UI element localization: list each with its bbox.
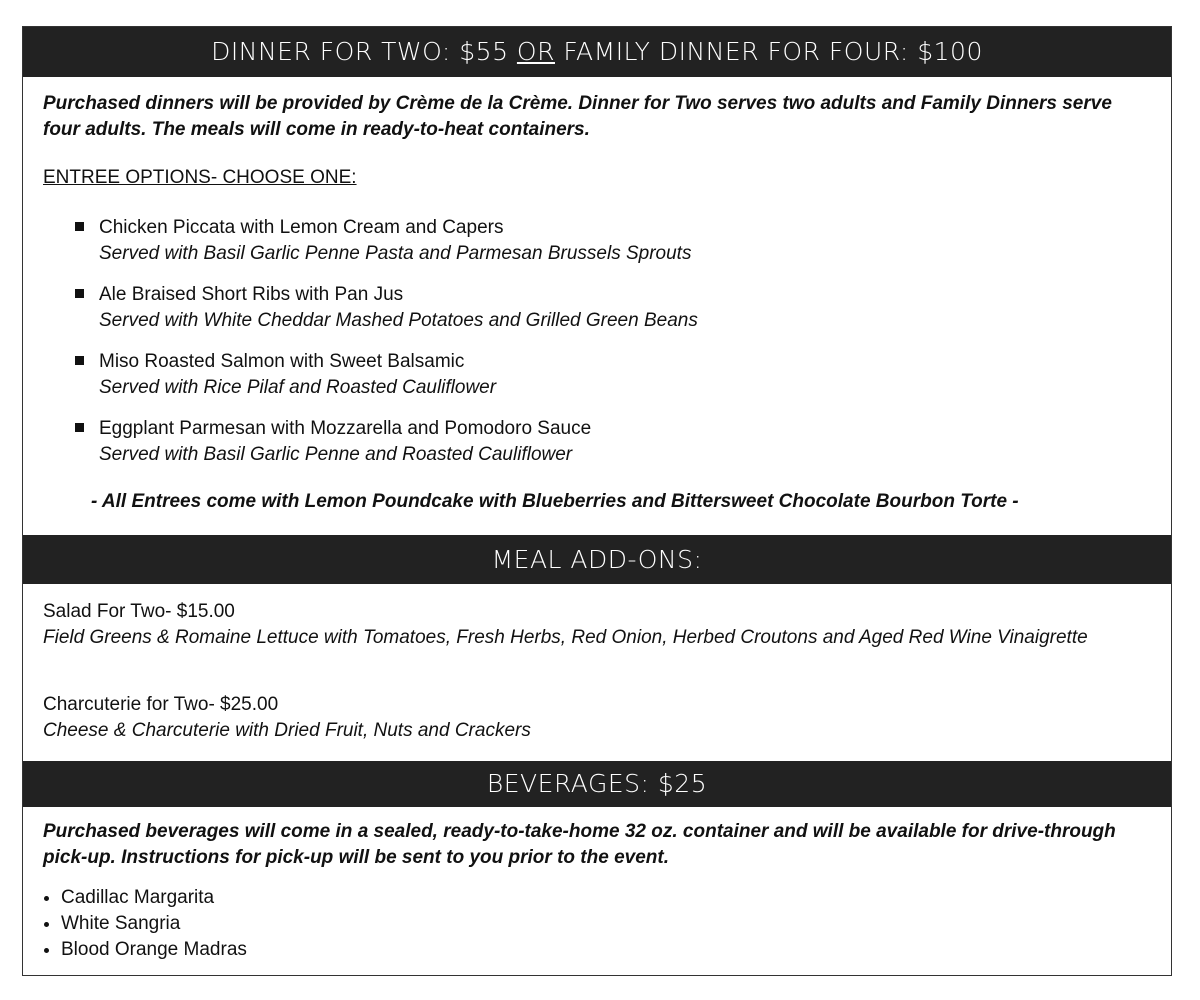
header-part1: DINNER FOR TWO: $55 [211, 37, 517, 66]
addons-header-bar [23, 535, 1171, 584]
entree-side: Served with Basil Garlic Penne Pasta and Parmesan Brussels Sprouts [99, 243, 692, 264]
addon-item-salad [43, 599, 1143, 651]
square-bullet-icon [75, 423, 84, 432]
square-bullet-icon [75, 289, 84, 298]
list-item [43, 911, 247, 937]
dinner-intro: Purchased dinners will be provided by Crème de la Crème. Dinner for Two serves two adults and Family Dinners serve four adults. The meals will come in ready-to-heat containers. [43, 93, 1112, 140]
beverages-intro: Purchased beverages will come in a sealed, ready-to-take-home 32 oz. container and will be available for drive-through pick-up. Instructions for pick-up will be sent to you prior to the event. [43, 821, 1116, 868]
header-or: OR [516, 37, 555, 66]
entree-name: Eggplant Parmesan with Mozzarella and Pomodoro Sauce [99, 418, 592, 439]
beverage-name: Blood Orange Madras [61, 939, 247, 960]
addon-name: Charcuterie for Two- $25.00 [43, 694, 279, 715]
entree-heading: ENTREE OPTIONS- CHOOSE ONE: [43, 167, 357, 188]
addon-desc: Field Greens & Romaine Lettuce with Tomatoes, Fresh Herbs, Red Onion, Herbed Croutons and Aged Red Wine Vinaigrette [43, 627, 1088, 648]
addon-desc: Cheese & Charcuterie with Dried Fruit, Nuts and Crackers [43, 720, 531, 741]
header-part2: FAMILY DINNER FOR FOUR: $100 [554, 37, 983, 66]
list-item [43, 885, 247, 911]
beverage-name: Cadillac Margarita [61, 887, 215, 908]
beverage-name: White Sangria [61, 913, 181, 934]
addon-name: Salad For Two- $15.00 [43, 601, 235, 622]
entree-list [73, 215, 698, 483]
list-item [73, 282, 698, 349]
list-item [73, 215, 698, 282]
entree-side: Served with Rice Pilaf and Roasted Cauliflower [99, 377, 497, 398]
bullet-dot-icon [44, 922, 49, 927]
beverage-list [43, 885, 247, 963]
square-bullet-icon [75, 356, 84, 365]
dessert-note: - All Entrees come with Lemon Poundcake with Blueberries and Bittersweet Chocolate Bourbon Torte - [91, 491, 1019, 512]
menu-frame [22, 26, 1172, 976]
beverages-title: BEVERAGES: $25 [486, 769, 708, 798]
entree-name: Chicken Piccata with Lemon Cream and Capers [99, 217, 504, 238]
bullet-dot-icon [44, 948, 49, 953]
bullet-dot-icon [44, 896, 49, 901]
beverages-header-bar [23, 761, 1171, 807]
entree-name: Miso Roasted Salmon with Sweet Balsamic [99, 351, 465, 372]
addons-title: MEAL ADD-ONS: [491, 545, 703, 574]
addon-item-charcuterie [43, 692, 1143, 744]
list-item [73, 416, 698, 483]
entree-side: Served with Basil Garlic Penne and Roasted Cauliflower [99, 444, 573, 465]
list-item [73, 349, 698, 416]
entree-side: Served with White Cheddar Mashed Potatoes and Grilled Green Beans [99, 310, 698, 331]
dinner-header-bar [23, 27, 1171, 77]
square-bullet-icon [75, 222, 84, 231]
list-item [43, 937, 247, 963]
entree-name: Ale Braised Short Ribs with Pan Jus [99, 284, 404, 305]
